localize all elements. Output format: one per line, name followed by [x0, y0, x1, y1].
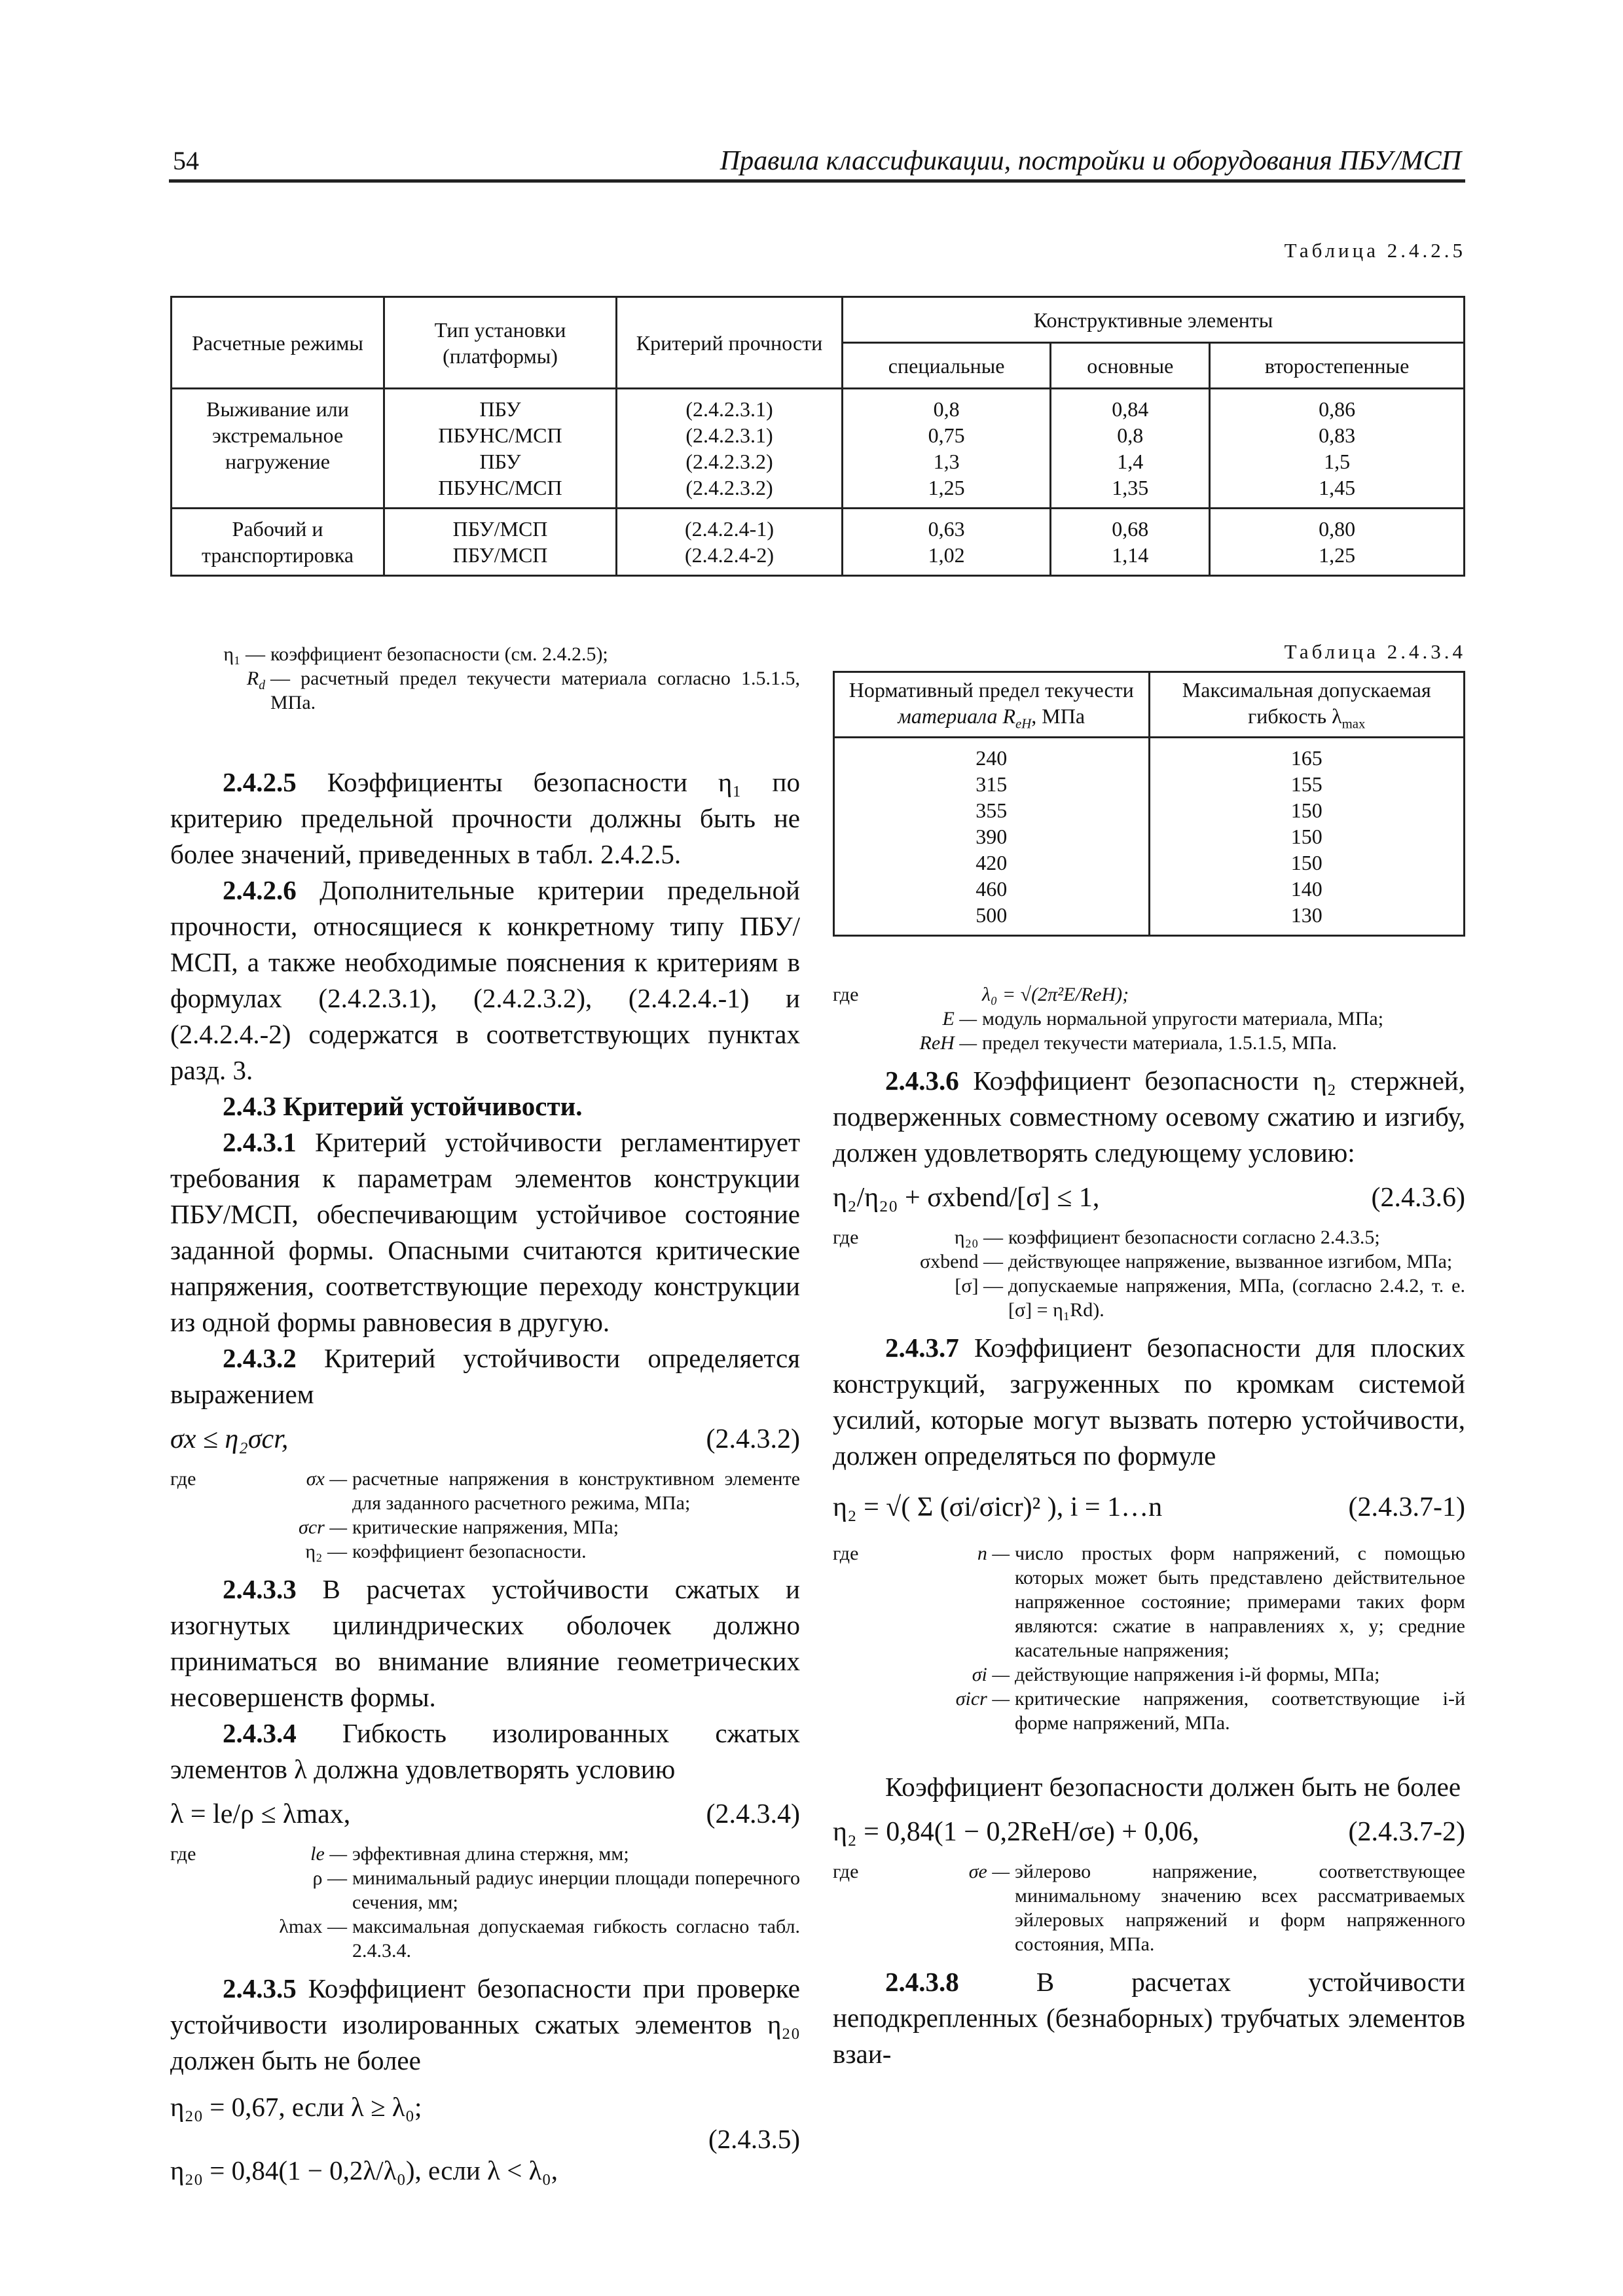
page-header: [169, 145, 1465, 183]
formula-legend: где σe — эйлерово напряжение, соответствующее минимальному значению всех рассматриваемых эйлеровых напряжений и форм напряженного состояния, МПа.: [833, 1861, 1465, 1955]
th-elements: Конструктивные элементы: [843, 297, 1465, 343]
table-row: Выживание или экстремальное нагружение ПБУ ПБУНС/МСП ПБУ ПБУНС/МСП (2.4.2.3.1) (2.4.2.3.1) (2.4.2.3.2) (2.4.2.3.2) 0,8 0,75 1,3 1,25 0,84 0,8 1,4 1,35 0,86 0,83 1,5 1,45: [172, 389, 1465, 509]
formula-legend: где σx — расчетные напряжения в конструктивном элементе для заданного расчетного режима, МПа; σcr — критические напряжения, МПа; η₂ — коэффициент безопасности.: [170, 1468, 800, 1562]
left-column: [170, 638, 800, 2189]
paragraph: Коэффициент безопасности должен быть не более: [885, 1772, 1461, 1802]
formula: η₂ = 0,84(1 − 0,2ReH/σe) + 0,06, (2.4.3.7-2): [833, 1817, 1465, 1847]
formula: η₂ = √( Σ (σi/σicr)² ), i = 1…n (2.4.3.7-1): [833, 1492, 1465, 1522]
section-heading: 2.4.3 Критерий устойчивости.: [223, 1091, 583, 1121]
formula-legend: где le — эффективная длина стержня, мм; ρ — минимальный радиус инерции площади поперечного сечения, мм; λmax — максимальная допускаемая гибкость согласно табл. 2.4.3.4.: [170, 1843, 800, 1962]
running-title: Правила классификации, постройки и оборудования ПБУ/МСП: [720, 146, 1461, 176]
formula: η₂/η₂₀ + σxbend/[σ] ≤ 1, (2.4.3.6): [833, 1183, 1465, 1213]
table-row: 240 315 355 390 420 460 500 165 155 150 150 150 140 130: [834, 738, 1465, 936]
th-yield: Нормативный предел текучести материала $R_{eH}$, МПа: [834, 672, 1150, 738]
formula: λ = le/ρ ≤ λmax, (2.4.3.4): [170, 1799, 800, 1829]
th-main: основные: [1051, 343, 1210, 389]
paragraph: 2.4.3.6 Коэффициент безопасности η₂ стержней, подверженных совместному осевому сжатию и изгибу, должен удовлетворять следующему условию:: [833, 1066, 1465, 1168]
table-row: Рабочий и транспортировка ПБУ/МСП ПБУ/МСП (2.4.2.4-1) (2.4.2.4-2) 0,63 1,02 0,68 1,14 0,80 1,25: [172, 509, 1465, 576]
th-secondary: второстепенные: [1210, 343, 1465, 389]
paragraph: 2.4.3.2 Критерий устойчивости определяется выражением: [170, 1343, 801, 1409]
table-caption: Таблица 2.4.3.4: [1284, 640, 1466, 663]
page-number: 54: [173, 146, 199, 175]
notation-list: η₁ — коэффициент безопасности (см. 2.4.2.5); $R_d$ — расчетный предел текучести материала согласно 1.5.1.5, МПа.: [223, 643, 800, 713]
th-mode: Расчетные режимы: [172, 297, 384, 389]
formula-legend: где η₂₀ — коэффициент безопасности согласно 2.4.3.5; σxbend — действующее напряжение, вызванное изгибом, МПа; [σ] — допускаемые напряжения, МПа, (согласно 2.4.2, т. е. [σ] = η₁Rd).: [833, 1227, 1465, 1321]
paragraph: 2.4.3.4 Гибкость изолированных сжатых элементов λ должна удовлетворять условию: [170, 1718, 801, 1784]
formula-legend: где n — число простых форм напряжений, с помощью которых может быть представлено действительное напряженное состояние; примерами таких форм являются: сжатие в направлениях x, y; средние касательные напряжения; σi — действующие напряжения i-й формы, МПа; σicr — критические напряжения, соответствующие i-й форме напряжений, МПа.: [833, 1543, 1465, 1734]
th-slenderness: Максимальная допускаемая гибкость $\lambda_{max}$: [1149, 672, 1465, 738]
paragraph: 2.4.2.6 Дополнительные критерии предельной прочности, относящиеся к конкретному типу ПБУ/МСП, а также необходимые пояснения к критериям в формулах (2.4.2.3.1), (2.4.2.3.2), (2.4.2.4.-1) и (2.4.2.4.-2) содержатся в соответствующих пунктах разд. 3.: [170, 875, 800, 1085]
paragraph: 2.4.3.7 Коэффициент безопасности для плоских конструкций, загруженных по кромкам системой усилий, которые могут вызвать потерю устойчивости, должен определяться по формуле: [833, 1333, 1465, 1471]
table-2-4-3-4: [833, 671, 1465, 937]
right-column: [833, 978, 1465, 2072]
formula: η₂₀ = 0,67, если λ ≥ λ₀; η₂₀ = 0,84(1 − 0,2λ/λ₀), если λ < λ₀, (2.4.3.5): [170, 2092, 800, 2185]
table-2-4-2-5: [170, 296, 1465, 577]
th-special: специальные: [843, 343, 1051, 389]
th-type: Тип установки (платформы): [384, 297, 617, 389]
formula-legend: где λ₀ = √(2π²E/ReH); E — модуль нормальной упругости материала, МПа; ReH — предел текучести материала, 1.5.1.5, МПа.: [833, 984, 1384, 1054]
formula: σx ≤ η₂σcr, (2.4.3.2): [170, 1424, 800, 1454]
paragraph: 2.4.3.8 В расчетах устойчивости неподкрепленных (безнаборных) трубчатых элементов взаи-: [833, 1967, 1466, 2069]
paragraph: 2.4.3.5 Коэффициент безопасности при проверке устойчивости изолированных сжатых элементов η₂₀ должен быть не более: [170, 1973, 800, 2075]
paragraph: 2.4.3.3 В расчетах устойчивости сжатых и изогнутых цилиндрических оболочек должно приниматься во внимание влияние геометрических несовершенств формы.: [170, 1574, 800, 1712]
table-caption: Таблица 2.4.2.5: [1284, 239, 1466, 262]
paragraph: 2.4.2.5 Коэффициенты безопасности η₁ по критерию предельной прочности должны быть не более значений, приведенных в табл. 2.4.2.5.: [170, 767, 800, 869]
th-criterion: Критерий прочности: [617, 297, 843, 389]
paragraph: 2.4.3.1 Критерий устойчивости регламентирует требования к параметрам элементов конструкции ПБУ/МСП, обеспечивающим устойчивое состояние заданной формы. Опасными считаются критические напряжения, соответствующие переходу конструкции из одной формы равновесия в другую.: [170, 1127, 800, 1337]
